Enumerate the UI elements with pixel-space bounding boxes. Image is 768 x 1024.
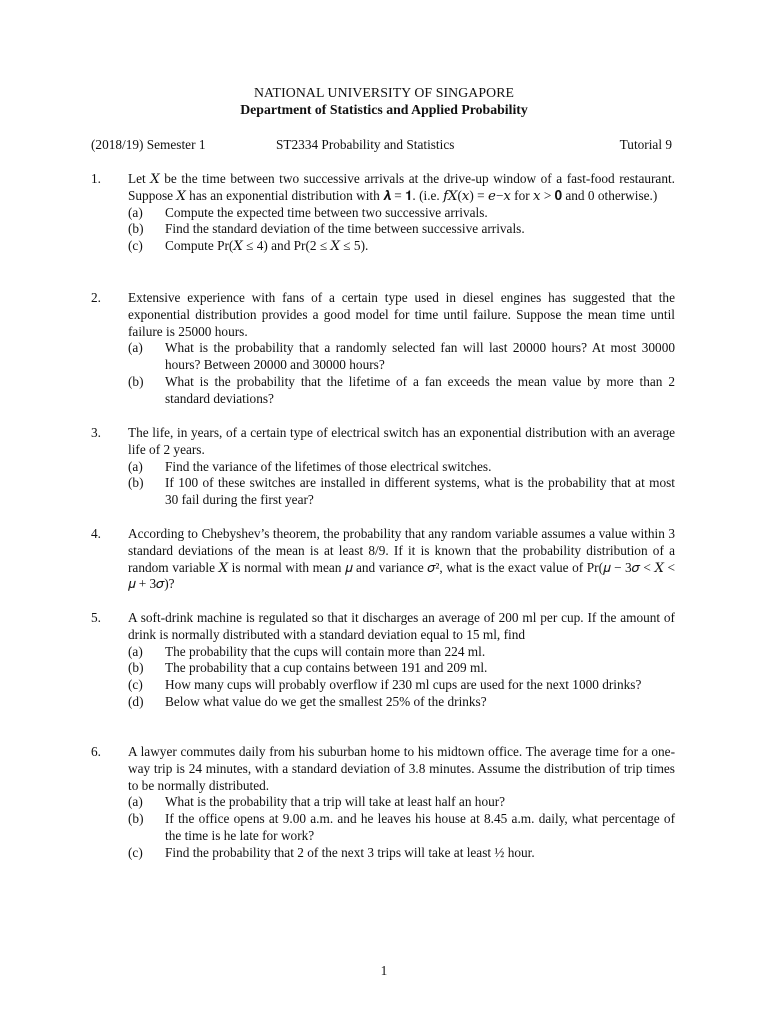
question-part: [128, 374, 675, 408]
question-part: [128, 677, 675, 694]
page-number: 1: [380, 963, 388, 978]
question-6: [91, 744, 675, 862]
question-number: 6.: [91, 744, 101, 759]
question-part: [128, 694, 675, 711]
part-text: If the office opens at 9.00 a.m. and he leaves his house at 8.45 a.m. daily, what percentage of the time is he late for work?: [165, 811, 675, 843]
question-part: [128, 340, 675, 374]
part-label: (a): [128, 643, 143, 659]
question-part: [128, 811, 675, 845]
question-number: 5.: [91, 610, 101, 625]
part-label: (b): [128, 660, 144, 676]
university-name: NATIONAL UNIVERSITY OF SINGAPORE: [253, 85, 515, 100]
part-text: Find the standard deviation of the time between successive arrivals.: [165, 221, 525, 237]
question-part: [128, 238, 675, 255]
question-part: [128, 205, 675, 222]
part-label: (b): [128, 373, 144, 389]
question-part: [128, 475, 675, 509]
question-part: [128, 644, 675, 661]
part-text: What is the probability that a trip will take at least half an hour?: [165, 794, 506, 810]
question-number: 2.: [91, 290, 101, 305]
question-number: 1.: [91, 171, 101, 186]
part-text: Below what value do we get the smallest 25% of the drinks?: [165, 693, 487, 709]
question-3: [91, 425, 675, 509]
part-text: Compute the expected time between two successive arrivals.: [165, 204, 488, 220]
part-text: If 100 of these switches are installed in different systems, what is the probability that at most 30 fail during the first year?: [165, 475, 675, 508]
course-label: ST2334 Probability and Statistics: [276, 137, 455, 152]
part-text: The probability that a cup contains between 191 and 209 ml.: [165, 660, 488, 676]
part-label: (b): [128, 811, 144, 827]
document-title: [0, 84, 768, 118]
question-stem: The life, in years, of a certain type of electrical switch has an exponential distribution with an average life of 2 years.: [128, 425, 675, 457]
question-number: 4.: [91, 526, 101, 541]
question-stem: Let 𝑋 be the time between two successive arrivals at the drive-up window of a fast-food restaurant. Suppose 𝑋 has an exponential distribution with 𝝀 = 𝟏. (i.e. 𝑓𝑋(𝑥) = 𝑒−𝑥 for 𝑥 > 𝟎 and 0 otherwise.): [128, 171, 675, 203]
part-text: Find the probability that 2 of the next 3 trips will take at least ½ hour.: [165, 844, 535, 860]
part-text: What is the probability that a randomly selected fan will last 20000 hours? At most 30000 hours? Between 20000 and 30000 hours?: [165, 340, 675, 373]
part-label: (a): [128, 458, 143, 474]
question-part: [128, 459, 675, 476]
question-5: [91, 610, 675, 711]
question-number: 3.: [91, 425, 101, 440]
question-stem: A soft-drink machine is regulated so that it discharges an average of 200 ml per cup. If the amount of drink is normally distributed with a standard deviation equal to 15 ml, find: [128, 610, 675, 642]
part-label: (b): [128, 221, 144, 237]
course-meta-line: [91, 137, 672, 154]
part-label: (c): [128, 238, 143, 254]
part-label: (c): [128, 677, 143, 693]
question-part: [128, 845, 675, 862]
question-1: [91, 171, 675, 255]
tutorial-label: Tutorial 9: [619, 137, 672, 152]
question-stem: A lawyer commutes daily from his suburban home to his midtown office. The average time for a one-way trip is 24 minutes, with a standard deviation of 3.8 minutes. Assume the distribution of trip times to be normally distributed.: [128, 744, 675, 793]
question-part: [128, 660, 675, 677]
part-label: (d): [128, 693, 144, 709]
part-label: (a): [128, 204, 143, 220]
part-text: How many cups will probably overflow if 230 ml cups are used for the next 1000 drinks?: [165, 677, 642, 693]
part-label: (a): [128, 794, 143, 810]
part-text: Compute Pr(𝑋 ≤ 4) and Pr(2 ≤ 𝑋 ≤ 5).: [165, 238, 369, 254]
question-2: [91, 290, 675, 408]
department-name: Department of Statistics and Applied Probability: [240, 102, 528, 117]
part-text: The probability that the cups will contain more than 224 ml.: [165, 643, 486, 659]
question-part: [128, 794, 675, 811]
semester-label: (2018/19) Semester 1: [91, 137, 206, 152]
part-label: (a): [128, 340, 143, 356]
part-label: (b): [128, 475, 144, 491]
part-text: What is the probability that the lifetime of a fan exceeds the mean value by more than 2 standard deviations?: [165, 373, 675, 406]
part-label: (c): [128, 844, 143, 860]
question-part: [128, 221, 675, 238]
question-stem: Extensive experience with fans of a certain type used in diesel engines has suggested that the exponential distribution provides a good model for time until failure. Suppose the mean time until failure is 25000 hours.: [128, 290, 675, 339]
question-4: [91, 526, 675, 593]
question-stem: According to Chebyshev’s theorem, the probability that any random variable assumes a value within 3 standard deviations of the mean is at least 8/9. If it is known that the probability distribution of a random variable 𝑋 is normal with mean 𝜇 and variance 𝜎², what is the exact value of Pr(𝜇 − 3𝜎 < 𝑋 < 𝜇 + 3𝜎)?: [128, 526, 675, 592]
part-text: Find the variance of the lifetimes of those electrical switches.: [165, 458, 492, 474]
